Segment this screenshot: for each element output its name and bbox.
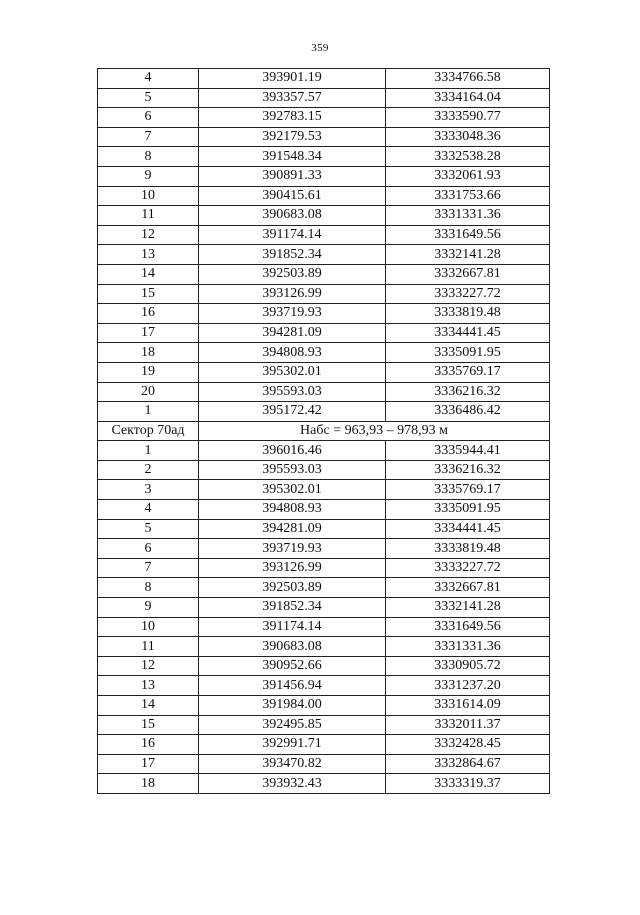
point-number: 8 (98, 147, 199, 167)
coordinate-y: 3333590.77 (386, 108, 550, 128)
coordinate-x: 390952.66 (199, 656, 386, 676)
point-number: 5 (98, 88, 199, 108)
point-number: 4 (98, 500, 199, 520)
coordinate-x: 395593.03 (199, 460, 386, 480)
coordinate-y: 3335091.95 (386, 500, 550, 520)
point-number: 14 (98, 696, 199, 716)
point-number: 6 (98, 539, 199, 559)
table-row (98, 362, 550, 382)
table-row (98, 539, 550, 559)
coordinate-y: 3332061.93 (386, 166, 550, 186)
table-row (98, 480, 550, 500)
coordinate-x: 392991.71 (199, 735, 386, 755)
point-number: 16 (98, 304, 199, 324)
coordinate-x: 390683.08 (199, 206, 386, 226)
table-row (98, 323, 550, 343)
point-number: 4 (98, 69, 199, 89)
point-number: 17 (98, 323, 199, 343)
point-number: 18 (98, 343, 199, 363)
coordinate-y: 3333819.48 (386, 304, 550, 324)
point-number: 8 (98, 578, 199, 598)
point-number: 11 (98, 637, 199, 657)
coordinate-y: 3333048.36 (386, 127, 550, 147)
coordinate-x: 393719.93 (199, 304, 386, 324)
coordinate-y: 3334164.04 (386, 88, 550, 108)
coordinate-y: 3334766.58 (386, 69, 550, 89)
coordinate-y: 3335091.95 (386, 343, 550, 363)
coordinate-y: 3332011.37 (386, 715, 550, 735)
table-row (98, 519, 550, 539)
table-row (98, 186, 550, 206)
sector-height-range: Набс = 963,93 – 978,93 м (199, 421, 550, 441)
coordinate-x: 391456.94 (199, 676, 386, 696)
point-number: 15 (98, 715, 199, 735)
point-number: 18 (98, 774, 199, 794)
coordinate-y: 3335944.41 (386, 441, 550, 461)
coordinate-y: 3331331.36 (386, 206, 550, 226)
point-number: 14 (98, 264, 199, 284)
coordinate-y: 3331614.09 (386, 696, 550, 716)
coordinate-x: 390683.08 (199, 637, 386, 657)
table-row (98, 578, 550, 598)
point-number: 6 (98, 108, 199, 128)
coordinate-x: 391174.14 (199, 617, 386, 637)
table-row (98, 284, 550, 304)
coordinate-y: 3334441.45 (386, 519, 550, 539)
table-row (98, 754, 550, 774)
coordinate-x: 393719.93 (199, 539, 386, 559)
point-number: 9 (98, 598, 199, 618)
table-row (98, 715, 550, 735)
point-number: 1 (98, 441, 199, 461)
coordinate-y: 3331331.36 (386, 637, 550, 657)
table-row (98, 676, 550, 696)
point-number: 12 (98, 225, 199, 245)
coordinate-x: 395302.01 (199, 480, 386, 500)
table-row (98, 264, 550, 284)
table-row (98, 696, 550, 716)
point-number: 13 (98, 245, 199, 265)
table-row (98, 402, 550, 422)
point-number: 12 (98, 656, 199, 676)
point-number: 13 (98, 676, 199, 696)
table-row (98, 637, 550, 657)
coordinate-y: 3333319.37 (386, 774, 550, 794)
table-row (98, 656, 550, 676)
coordinate-x: 392495.85 (199, 715, 386, 735)
coordinate-y: 3333819.48 (386, 539, 550, 559)
table-row (98, 147, 550, 167)
table-row (98, 735, 550, 755)
table-row (98, 500, 550, 520)
coordinate-x: 390891.33 (199, 166, 386, 186)
point-number: 16 (98, 735, 199, 755)
coordinates-table (97, 68, 550, 794)
point-number: 10 (98, 617, 199, 637)
point-number: 1 (98, 402, 199, 422)
coordinate-x: 395593.03 (199, 382, 386, 402)
point-number: 7 (98, 558, 199, 578)
point-number: 17 (98, 754, 199, 774)
coordinate-y: 3332428.45 (386, 735, 550, 755)
coordinate-y: 3336216.32 (386, 460, 550, 480)
coordinate-y: 3332667.81 (386, 264, 550, 284)
coordinate-y: 3335769.17 (386, 480, 550, 500)
point-number: 9 (98, 166, 199, 186)
coordinate-x: 393357.57 (199, 88, 386, 108)
coordinate-x: 390415.61 (199, 186, 386, 206)
coordinate-y: 3332538.28 (386, 147, 550, 167)
coordinate-x: 393470.82 (199, 754, 386, 774)
coordinate-y: 3336486.42 (386, 402, 550, 422)
point-number: 5 (98, 519, 199, 539)
table-row (98, 127, 550, 147)
point-number: 2 (98, 460, 199, 480)
coordinate-y: 3333227.72 (386, 558, 550, 578)
coordinate-x: 392783.15 (199, 108, 386, 128)
coordinate-y: 3330905.72 (386, 656, 550, 676)
table-row (98, 617, 550, 637)
coordinate-y: 3331237.20 (386, 676, 550, 696)
table-row (98, 225, 550, 245)
coordinate-y: 3331753.66 (386, 186, 550, 206)
point-number: 10 (98, 186, 199, 206)
table-row (98, 460, 550, 480)
table-row (98, 598, 550, 618)
table-row (98, 108, 550, 128)
table-row (98, 304, 550, 324)
coordinate-x: 393932.43 (199, 774, 386, 794)
point-number: 19 (98, 362, 199, 382)
coordinate-x: 396016.46 (199, 441, 386, 461)
table-row (98, 774, 550, 794)
coordinate-x: 393901.19 (199, 69, 386, 89)
point-number: 7 (98, 127, 199, 147)
point-number: 15 (98, 284, 199, 304)
table-row (98, 441, 550, 461)
coordinate-x: 395302.01 (199, 362, 386, 382)
coordinate-x: 391852.34 (199, 598, 386, 618)
table-row (98, 166, 550, 186)
coordinate-x: 394808.93 (199, 500, 386, 520)
point-number: 11 (98, 206, 199, 226)
coordinate-x: 392503.89 (199, 264, 386, 284)
coordinate-y: 3334441.45 (386, 323, 550, 343)
table-row (98, 343, 550, 363)
coordinate-y: 3331649.56 (386, 617, 550, 637)
coordinate-y: 3335769.17 (386, 362, 550, 382)
coordinate-x: 394281.09 (199, 519, 386, 539)
table-row (98, 382, 550, 402)
table-row (98, 88, 550, 108)
coordinate-x: 392179.53 (199, 127, 386, 147)
sector-header-row (98, 421, 550, 441)
coordinate-x: 394281.09 (199, 323, 386, 343)
coordinate-y: 3332864.67 (386, 754, 550, 774)
coordinate-y: 3332667.81 (386, 578, 550, 598)
coordinate-x: 395172.42 (199, 402, 386, 422)
coordinate-y: 3332141.28 (386, 598, 550, 618)
coordinate-x: 391852.34 (199, 245, 386, 265)
coordinate-x: 391548.34 (199, 147, 386, 167)
point-number: 20 (98, 382, 199, 402)
point-number: 3 (98, 480, 199, 500)
coordinate-y: 3332141.28 (386, 245, 550, 265)
coordinate-y: 3336216.32 (386, 382, 550, 402)
table-row (98, 69, 550, 89)
table-row (98, 558, 550, 578)
table-row (98, 206, 550, 226)
coordinate-x: 391984.00 (199, 696, 386, 716)
coordinate-y: 3333227.72 (386, 284, 550, 304)
coordinate-x: 393126.99 (199, 558, 386, 578)
sector-label: Сектор 70ад (98, 421, 199, 441)
coordinate-y: 3331649.56 (386, 225, 550, 245)
coordinate-x: 391174.14 (199, 225, 386, 245)
coordinate-x: 393126.99 (199, 284, 386, 304)
table-row (98, 245, 550, 265)
coordinate-x: 394808.93 (199, 343, 386, 363)
page-number: 359 (311, 42, 329, 54)
coordinate-x: 392503.89 (199, 578, 386, 598)
